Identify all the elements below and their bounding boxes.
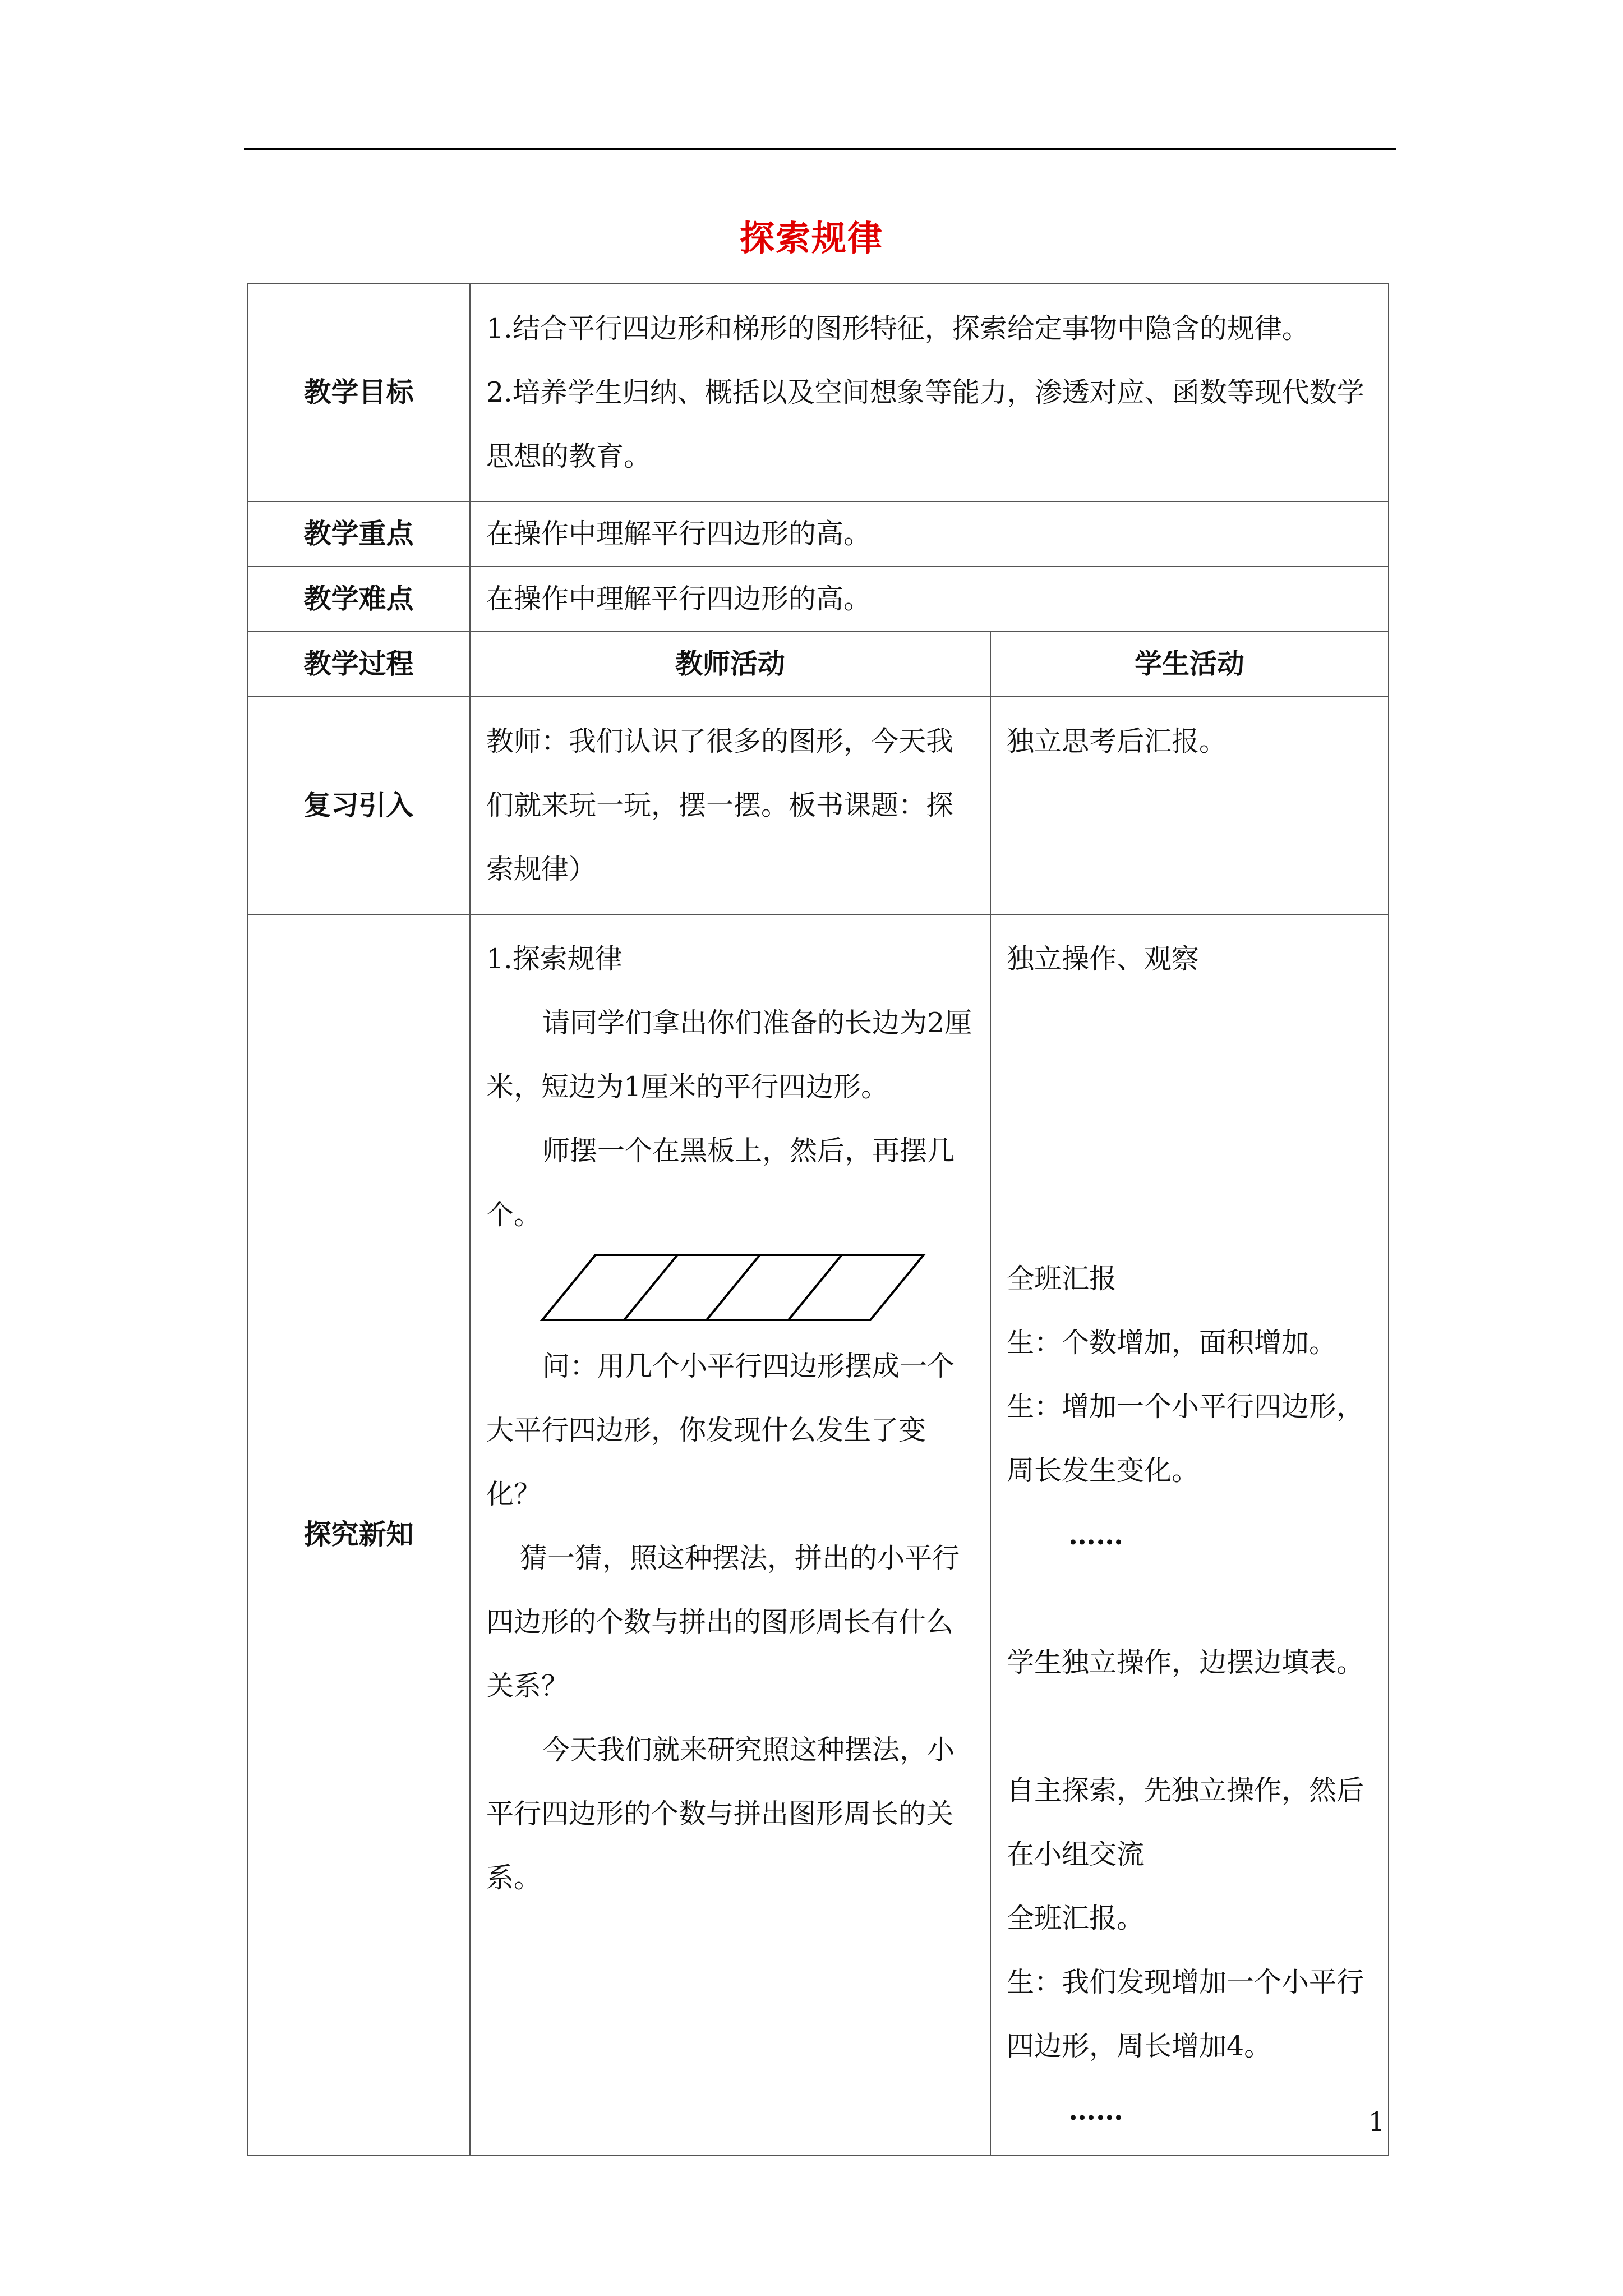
row-review (247, 697, 1389, 914)
explore-paragraph: 师摆一个在黑板上，然后，再摆几个。 (486, 1135, 955, 1231)
header-rule (244, 148, 1396, 150)
objectives-content (470, 284, 1389, 501)
objective-item: 1.结合平行四边形和梯形的图形特征，探索给定事物中隐含的规律。 (486, 312, 1310, 344)
explore-paragraph: 猜一猜，照这种摆法，拼出的小平行四边形的个数与拼出的图形周长有什么关系？ (486, 1542, 960, 1702)
objective-item: 2.培养学生归纳、概括以及空间想象等能力，渗透对应、函数等现代数学思想的教育。 (486, 376, 1364, 472)
explore-teacher-activity (470, 914, 990, 2155)
page-number: 1 (1368, 2106, 1385, 2137)
label-objectives: 教学目标 (247, 284, 470, 501)
review-student-activity: 独立思考后汇报。 (990, 697, 1389, 914)
explore-paragraph: 请同学们拿出你们准备的长边为2厘米，短边为1厘米的平行四边形。 (486, 1007, 972, 1103)
student-line: 独立操作、观察 (1007, 943, 1200, 975)
lesson-plan-table (247, 283, 1389, 2156)
student-line: 生：我们发现增加一个小平行四边形，周长增加4。 (1007, 1966, 1364, 2062)
review-teacher-activity: 教师：我们认识了很多的图形，今天我们就来玩一玩，摆一摆。板书课题：探索规律） (470, 697, 990, 914)
student-line: 生：个数增加，面积增加。 (1007, 1327, 1337, 1359)
student-ellipsis: …… (1068, 2094, 1123, 2127)
student-activity-header: 学生活动 (990, 632, 1389, 697)
parallelogram-divider (707, 1255, 760, 1320)
explore-paragraph: 今天我们就来研究照这种摆法，小平行四边形的个数与拼出图形周长的关系。 (486, 1734, 955, 1894)
key-points-text: 在操作中理解平行四边形的高。 (470, 501, 1389, 567)
label-explore: 探究新知 (247, 914, 470, 2155)
student-line: 全班汇报。 (1007, 1902, 1145, 1934)
parallelogram-divider (789, 1255, 842, 1320)
student-line: 学生独立操作，边摆边填表。 (1007, 1646, 1364, 1678)
student-ellipsis: …… (1068, 1519, 1123, 1551)
row-objectives (247, 284, 1389, 501)
student-line: 生：增加一个小平行四边形，周长发生变化。 (1007, 1391, 1364, 1487)
label-key-points: 教学重点 (247, 501, 470, 567)
teacher-activity-header: 教师活动 (470, 632, 990, 697)
parallelogram-divider (624, 1255, 677, 1320)
parallelogram-row-figure (537, 1250, 929, 1329)
explore-paragraph: 问：用几个小平行四边形摆成一个大平行四边形，你发现什么发生了变化？ (486, 1350, 955, 1510)
document-title: 探索规律 (739, 218, 883, 259)
label-process: 教学过程 (247, 632, 470, 697)
row-process-header (247, 632, 1389, 697)
student-line: 自主探索，先独立操作，然后在小组交流 (1007, 1774, 1364, 1870)
row-difficulties (247, 567, 1389, 632)
label-difficulties: 教学难点 (247, 567, 470, 632)
difficulties-text: 在操作中理解平行四边形的高。 (470, 567, 1389, 632)
explore-student-activity (990, 914, 1389, 2155)
student-line: 全班汇报 (1007, 1263, 1117, 1295)
explore-heading: 1.探索规律 (486, 943, 623, 975)
row-explore (247, 914, 1389, 2155)
label-review: 复习引入 (247, 697, 470, 914)
row-key-points (247, 501, 1389, 567)
